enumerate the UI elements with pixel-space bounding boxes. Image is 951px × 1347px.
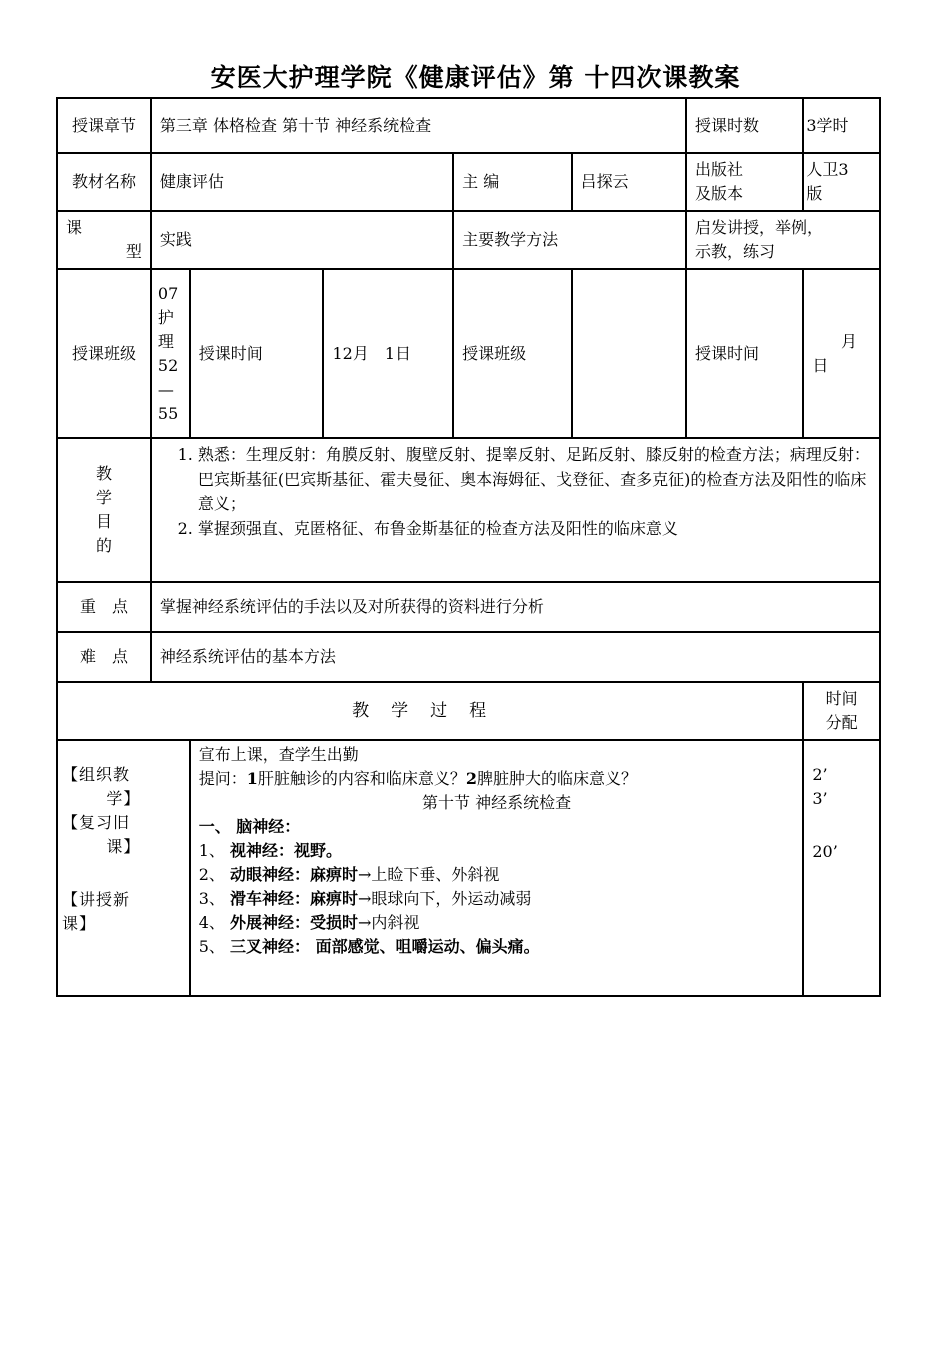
content-line-attendance: 宣布上课，查学生出勤: [198, 745, 359, 764]
nerve-item-2-bold: 动眼神经：麻痹时: [230, 865, 359, 884]
time-header-line2: 分配: [825, 713, 858, 732]
time-gap: [812, 811, 871, 840]
key-point-value: 掌握神经系统评估的手法以及对所获得的资料进行分析: [151, 582, 880, 632]
publisher-value: [803, 153, 880, 211]
class-value-4: 52: [157, 355, 179, 375]
class-type-row: [57, 211, 880, 269]
editor-value: 吕探云: [572, 153, 686, 211]
textbook-label: 教材名称: [57, 153, 151, 211]
textbook-row: [57, 153, 880, 211]
nerve-item-3-number: 3、: [198, 889, 230, 908]
purpose-label-3: 目: [95, 512, 112, 531]
chapter-label: 授课章节: [57, 98, 151, 153]
nerve-item-4-number: 4、: [198, 913, 230, 932]
purpose-label: [57, 438, 151, 582]
purpose-label-1: 教: [95, 464, 112, 483]
purpose-label-2: 学: [95, 488, 112, 507]
process-content-row: [57, 740, 880, 996]
hours-value: 3学时: [803, 98, 880, 153]
time-value-2-month: 月: [840, 331, 857, 351]
section-heading: 第十节 神经系统检查: [421, 793, 572, 812]
difficulty-row: [57, 632, 880, 682]
class-value-6: 55: [157, 403, 179, 423]
purpose-item-2: 2. 掌握颈强直、克匿格征、布鲁金斯基征的检查方法及阳性的临床意义: [198, 517, 871, 542]
nerve-item-2: [199, 863, 795, 887]
question-1-number: 1: [246, 769, 258, 788]
nerve-item-3: [199, 887, 795, 911]
time-label-2: 授课时间: [686, 269, 803, 438]
time-value: 12月 1日: [323, 269, 453, 438]
purpose-label-4: 的: [95, 536, 112, 555]
difficulty-value: 神经系统评估的基本方法: [151, 632, 880, 682]
difficulty-label: 难 点: [57, 632, 151, 682]
key-point-label: 重 点: [57, 582, 151, 632]
class-type-label-2: 型: [125, 242, 142, 261]
method-value-line2: 示教，练习: [694, 242, 775, 261]
content-line-questions: [199, 767, 795, 791]
time-value-review: 3’: [812, 789, 828, 808]
process-header-row: [57, 682, 880, 740]
question-2-number: 2: [465, 769, 478, 788]
time-allocation-values: [803, 740, 880, 996]
nerve-item-1-text: 视神经：视野。: [230, 841, 343, 860]
nerve-item-5-text: 三叉神经： 面部感觉、咀嚼运动、偏头痛。: [230, 937, 540, 956]
label-organize-1: 【组织教: [62, 765, 131, 784]
page-title: 安医大护理学院《健康评估》第 十四次课教案: [210, 63, 741, 92]
class-label-2: 授课班级: [453, 269, 571, 438]
lesson-plan-table: [56, 97, 881, 997]
time-value-organize: 2’: [812, 765, 828, 784]
editor-label: 主 编: [453, 153, 571, 211]
process-section-labels: [57, 740, 190, 996]
time-value-2: [803, 269, 880, 438]
time-allocation-header: [803, 682, 880, 740]
publisher-label-line1: 出版社: [694, 160, 743, 179]
process-content: [190, 740, 804, 996]
publisher-value-line2: 版: [806, 184, 823, 203]
publisher-value-line1: 人卫3: [806, 160, 849, 179]
nerve-item-4-bold: 外展神经：受损时: [230, 913, 359, 932]
purpose-row: [57, 438, 880, 582]
purpose-content: [151, 438, 880, 582]
time-header-line1: 时间: [825, 689, 858, 708]
chapter-value: 第三章 体格检查 第十节 神经系统检查: [151, 98, 686, 153]
cranial-nerves-heading: 一、 脑神经：: [198, 817, 301, 836]
question-2-text: 脾脏肿大的临床意义？: [477, 769, 638, 788]
label-new-2: 课】: [62, 914, 97, 933]
class-value: [151, 269, 190, 438]
nerve-item-2-number: 2、: [198, 865, 230, 884]
chapter-row: [57, 98, 880, 153]
class-value-5: —: [157, 379, 174, 399]
nerve-item-5: [199, 935, 795, 959]
hours-label: 授课时数: [686, 98, 803, 153]
class-label: 授课班级: [57, 269, 151, 438]
time-value-2-day: 日: [812, 355, 829, 375]
question-prefix: 提问：: [198, 769, 247, 788]
method-value: [686, 211, 880, 269]
nerve-item-2-text: →上睑下垂、外斜视: [358, 865, 500, 884]
nerve-item-1: [199, 839, 795, 863]
class-time-row: [57, 269, 880, 438]
publisher-label: [686, 153, 803, 211]
nerve-item-4: [199, 911, 795, 935]
publisher-label-line2: 及版本: [694, 184, 743, 203]
class-value-3: 理: [157, 331, 174, 351]
class-type-label: [57, 211, 151, 269]
label-review-2: 课】: [106, 837, 141, 856]
class-value-2: 护: [157, 307, 174, 327]
nerve-item-3-bold: 滑车神经：麻痹时: [230, 889, 359, 908]
method-value-line1: 启发讲授，举例，: [694, 218, 823, 237]
class-type-value: 实践: [151, 211, 453, 269]
time-value-new: 20’: [812, 842, 838, 861]
question-1-text: 肝脏触诊的内容和临床意义？: [257, 769, 466, 788]
purpose-item-1: 1. 熟悉：生理反射：角膜反射、腹壁反射、提睾反射、足跖反射、膝反射的检查方法；病理反射：巴宾斯基征(巴宾斯基征、霍夫曼征、奥本海姆征、戈登征、查多克征)的检查方法及阳性的临床意义；: [198, 443, 871, 517]
key-point-row: [57, 582, 880, 632]
nerve-item-4-text: →内斜视: [358, 913, 420, 932]
method-label: 主要教学方法: [453, 211, 686, 269]
textbook-value: 健康评估: [151, 153, 453, 211]
nerve-item-5-number: 5、: [198, 937, 230, 956]
label-new-1: 【讲授新: [62, 890, 131, 909]
nerve-item-3-text: →眼球向下，外运动减弱: [358, 889, 532, 908]
time-label: 授课时间: [190, 269, 324, 438]
process-header: 教学过程: [57, 682, 803, 740]
label-organize-2: 学】: [106, 789, 141, 808]
class-value-empty: [572, 269, 686, 438]
label-review-1: 【复习旧: [62, 813, 131, 832]
label-gap: [62, 859, 185, 888]
nerve-item-1-number: 1、: [198, 841, 230, 860]
class-value-1: 07: [157, 283, 179, 303]
class-type-label-1: 课: [66, 218, 83, 237]
